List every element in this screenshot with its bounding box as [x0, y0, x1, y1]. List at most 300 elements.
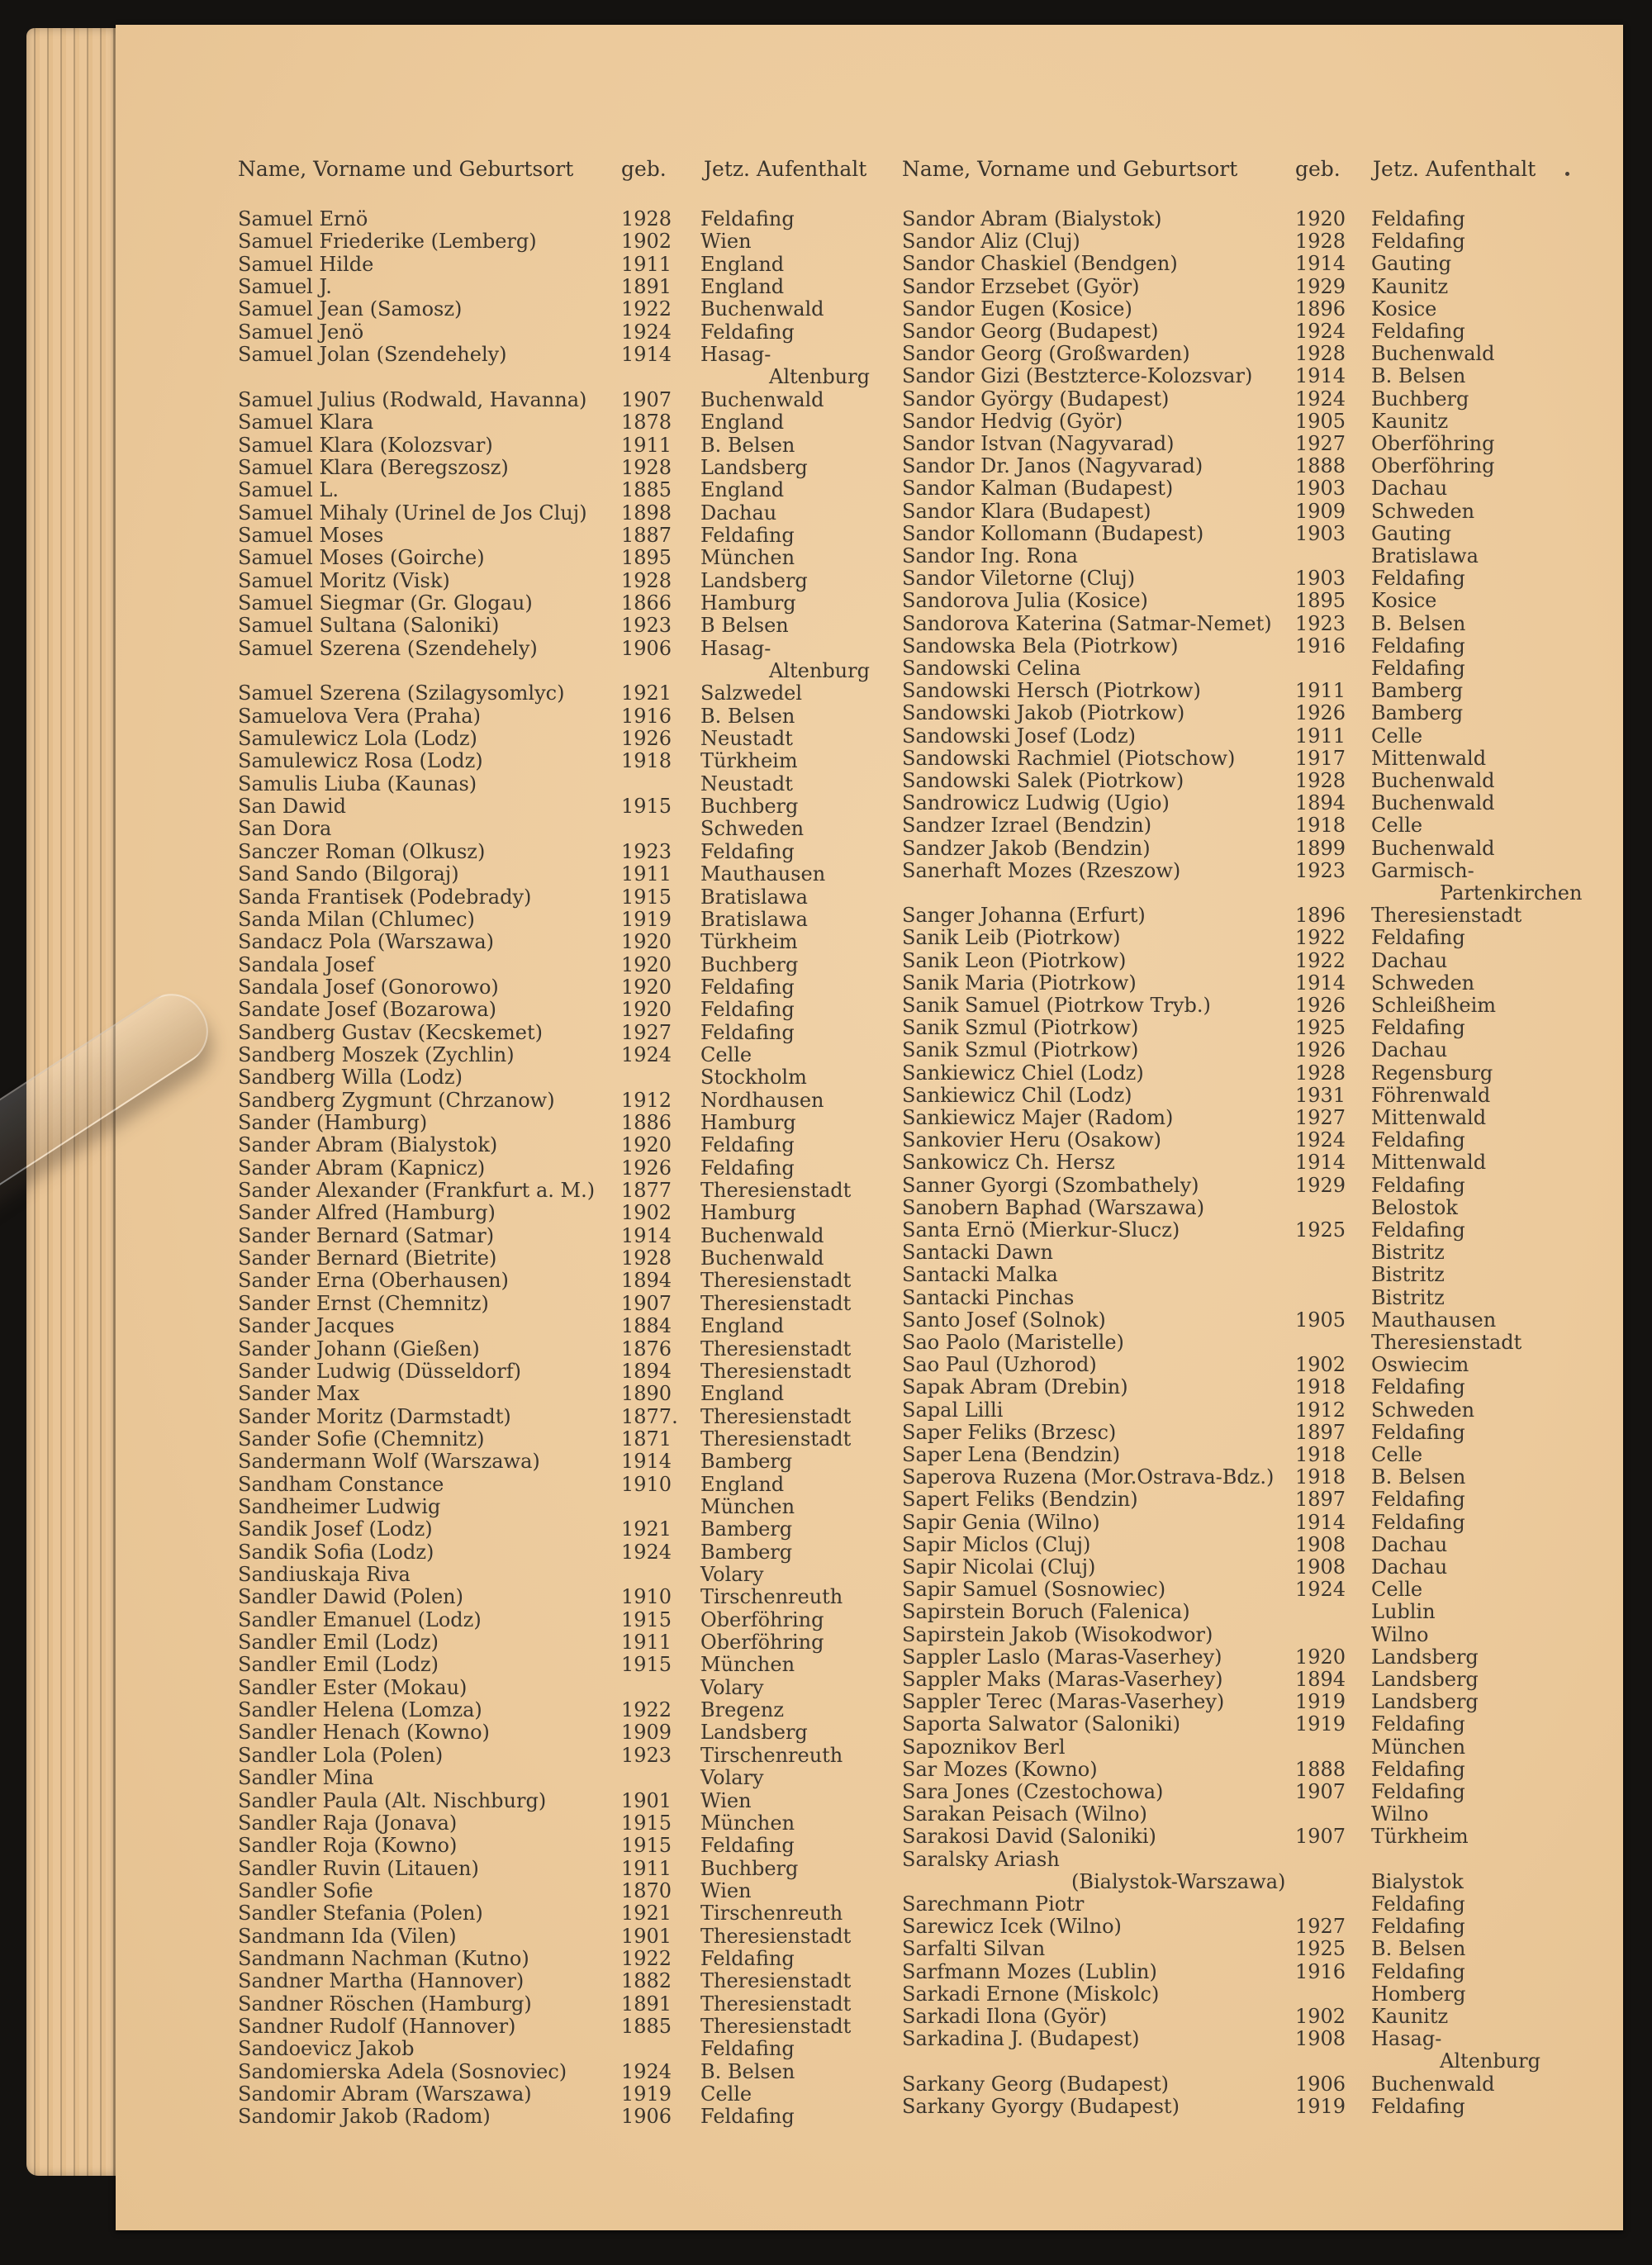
entry-location: Schweden	[1371, 971, 1475, 995]
entry-year: 1917	[1295, 746, 1346, 770]
entry-location: B. Belsen	[1371, 1937, 1466, 1961]
entry-location: B. Belsen	[700, 704, 795, 728]
entry-name: Samuel Hilde	[238, 252, 374, 276]
entry-location: Mauthausen	[1371, 1308, 1497, 1332]
entry-year: 1920	[621, 930, 672, 954]
entry-location: Neustadt	[700, 727, 793, 751]
entry-name: Sarkany Georg (Budapest)	[902, 2072, 1170, 2096]
entry-name: Saper Lena (Bendzin)	[902, 1443, 1121, 1466]
entry-name: Sandomierska Adela (Sosnoviec)	[238, 2059, 567, 2083]
entry-location: München	[700, 546, 795, 570]
entry-location: Dachau	[1371, 477, 1448, 501]
entry-location: Landsberg	[1371, 1645, 1479, 1669]
entry-year: 1910	[621, 1585, 672, 1609]
entry-year: 1911	[621, 433, 672, 457]
entry-name: Sandor Ing. Rona	[902, 544, 1078, 567]
entry-name: Saper Feliks (Brzesc)	[902, 1420, 1117, 1444]
entry-name: Sandor Aliz (Cluj)	[902, 230, 1080, 254]
entry-location: Bratislawa	[700, 885, 808, 909]
entry-name: Sander (Hamburg)	[238, 1111, 428, 1134]
entry-year: 1908	[1295, 1555, 1346, 1579]
entry-year: 1922	[1295, 948, 1346, 972]
entry-location: Buchenwald	[1371, 791, 1495, 815]
entry-year: 1896	[1295, 297, 1346, 321]
entry-location: B. Belsen	[1371, 364, 1466, 388]
entry-location: Feldafing	[700, 1156, 795, 1180]
entry-location: Hamburg	[700, 1111, 796, 1134]
entry-year: 1920	[621, 975, 672, 999]
entry-year: 1906	[1295, 2072, 1346, 2096]
entry-name: Santacki Dawn	[902, 1241, 1053, 1265]
entry-year: 1928	[621, 568, 672, 592]
entry-location: England	[700, 275, 785, 299]
entry-location: England	[700, 1382, 785, 1406]
entry-location: Feldafing	[1371, 1510, 1465, 1534]
entry-year: 1922	[1295, 926, 1346, 950]
entry-name: Sandler Henach (Kowno)	[238, 1721, 490, 1745]
entry-location: England	[700, 411, 785, 434]
entry-year: 1903	[1295, 567, 1346, 591]
entry-year: 1878	[621, 411, 672, 434]
entry-name: Sapir Miclos (Cluj)	[902, 1532, 1091, 1556]
entry-name: Sarkadi Ilona (Györ)	[902, 2005, 1108, 2028]
entry-year: 1897	[1295, 1420, 1346, 1444]
entry-location: England	[700, 478, 785, 502]
entry-location: Celle	[1371, 814, 1423, 838]
entry-name: Sandor Viletorne (Cluj)	[902, 567, 1136, 591]
entry-year: 1926	[621, 727, 672, 751]
entry-location: Celle	[1371, 1578, 1423, 1602]
entry-location: Landsberg	[700, 568, 808, 592]
entry-location: Mittenwald	[1371, 1106, 1487, 1129]
entry-location: Dachau	[700, 501, 777, 525]
entry-name: Samulewicz Rosa (Lodz)	[238, 749, 483, 773]
entry-year: 1915	[621, 1834, 672, 1858]
entry-location: Oberföhring	[700, 1631, 824, 1655]
entry-year: 1920	[621, 998, 672, 1022]
entry-location: Wilno	[1371, 1622, 1429, 1646]
entry-year: 1914	[1295, 252, 1346, 276]
entry-location: Feldafing	[700, 1946, 795, 1970]
entry-name: Sankowicz Ch. Hersz	[902, 1151, 1115, 1175]
entry-name: Sandomir Abram (Warszawa)	[238, 2082, 532, 2106]
entry-year: 1899	[1295, 836, 1346, 860]
entry-name: Samuel Sultana (Saloniki)	[238, 614, 500, 638]
entry-year: 1894	[1295, 1668, 1346, 1691]
entry-name: Sarewicz Icek (Wilno)	[902, 1915, 1122, 1939]
entry-location: Theresienstadt	[700, 1269, 852, 1293]
entry-year: 1914	[621, 1450, 672, 1474]
entry-location: Feldafing	[1371, 567, 1465, 591]
entry-location: Homberg	[1371, 1982, 1466, 2006]
entry-name: Sandner Martha (Hannover)	[238, 1969, 525, 1993]
entry-name: Sandberg Gustav (Kecskemet)	[238, 1020, 544, 1044]
entry-year: 1926	[1295, 1038, 1346, 1062]
entry-name: Sandomir Jakob (Radom)	[238, 2105, 491, 2129]
entry-name: Samuel Jenö	[238, 320, 364, 344]
entry-location: Bratislawa	[700, 907, 808, 931]
entry-name: Samuel L.	[238, 478, 339, 502]
entry-location: Theresienstadt	[700, 1359, 852, 1383]
header-location-right: Jetz. Aufenthalt	[1373, 157, 1536, 181]
entry-year: 1925	[1295, 1218, 1346, 1242]
entry-location: Bamberg	[1371, 701, 1464, 725]
entry-location: Wien	[700, 230, 752, 254]
entry-year: 1895	[1295, 589, 1346, 613]
entry-name: Sandler Dawid (Polen)	[238, 1585, 463, 1609]
entry-location: Buchberg	[1371, 387, 1469, 411]
entry-location: Föhrenwald	[1371, 1083, 1491, 1107]
entry-name: Sander Alfred (Hamburg)	[238, 1201, 496, 1225]
entry-location: Theresienstadt	[700, 2015, 852, 2038]
entry-year: 1903	[1295, 477, 1346, 501]
entry-year: 1903	[1295, 521, 1346, 545]
entry-name: Sandheimer Ludwig	[238, 1494, 441, 1518]
entry-name: Sar Mozes (Kowno)	[902, 1757, 1098, 1781]
entry-name: Sandowska Bela (Piotrkow)	[902, 634, 1179, 658]
entry-year: 1923	[1295, 611, 1346, 635]
entry-name: Sander Abram (Bialystok)	[238, 1133, 498, 1157]
entry-location: Oswiecim	[1371, 1353, 1469, 1377]
entry-year: 1902	[1295, 2005, 1346, 2028]
entry-location: Feldafing	[1371, 1128, 1465, 1152]
entry-location: Landsberg	[1371, 1690, 1479, 1714]
entry-name: Sandzer Izrael (Bendzin)	[902, 814, 1152, 838]
entry-location: England	[700, 252, 785, 276]
entry-location: B. Belsen	[700, 2059, 795, 2083]
entry-year: 1924	[1295, 387, 1346, 411]
entry-name: Samuel Ernö	[238, 207, 368, 230]
entry-name: Sander Bernard (Bietrite)	[238, 1246, 497, 1270]
entry-name: Sara Jones (Czestochowa)	[902, 1780, 1164, 1803]
entry-name: Samuel Siegmar (Gr. Glogau)	[238, 591, 533, 615]
entry-location-continuation: Altenburg	[769, 658, 870, 682]
entry-location: Feldafing	[700, 975, 795, 999]
entry-location: Feldafing	[1371, 634, 1465, 658]
entry-name: Sapirstein Jakob (Wisokodwor)	[902, 1622, 1213, 1646]
entry-year: 1918	[621, 749, 672, 773]
entry-name: Sandor Chaskiel (Bendgen)	[902, 252, 1178, 276]
entry-location: Schweden	[700, 817, 805, 841]
entry-name: Sandler Stefania (Polen)	[238, 1902, 483, 1925]
entry-name: Sander Erna (Oberhausen)	[238, 1269, 509, 1293]
entry-name: San Dora	[238, 817, 332, 841]
entry-year: 1886	[621, 1111, 672, 1134]
entry-location: Feldafing	[1371, 2094, 1465, 2118]
entry-year: 1924	[621, 2059, 672, 2083]
entry-location: Kaunitz	[1371, 274, 1449, 298]
entry-location: Dachau	[1371, 1532, 1448, 1556]
entry-year: 1919	[1295, 2094, 1346, 2118]
entry-name: Sander Moritz (Darmstadt)	[238, 1404, 511, 1428]
entry-year: 1909	[1295, 499, 1346, 523]
entry-location: Buchenwald	[1371, 769, 1495, 792]
entry-name: Sandler Raja (Jonava)	[238, 1811, 458, 1835]
header-location-left: Jetz. Aufenthalt	[704, 157, 867, 181]
entry-name: Sao Paolo (Maristelle)	[902, 1331, 1124, 1354]
entry-year: 1887	[621, 523, 672, 547]
entry-name: Sandala Josef (Gonorowo)	[238, 975, 499, 999]
entry-name: Sandor Abram (Bialystok)	[902, 207, 1162, 230]
entry-year: 1924	[621, 1042, 672, 1066]
entry-name: Sander Sofie (Chemnitz)	[238, 1427, 485, 1451]
entry-location: Hasag-	[700, 343, 771, 367]
entry-location: Nordhausen	[700, 1088, 824, 1112]
entry-year: 1915	[621, 1811, 672, 1835]
entry-year: 1921	[621, 1902, 672, 1925]
entry-location: Türkheim	[700, 749, 798, 773]
entry-location: Hasag-	[1371, 2027, 1442, 2051]
entry-location: Mittenwald	[1371, 746, 1487, 770]
entry-location: Dachau	[1371, 948, 1448, 972]
entry-name: Sandler Emil (Lodz)	[238, 1653, 439, 1677]
entry-location-continuation: Bialystok	[1371, 1869, 1464, 1893]
entry-name: Sand Sando (Bilgoraj)	[238, 862, 459, 886]
entry-name: Sandor Georg (Großwarden)	[902, 342, 1190, 366]
entry-year: 1915	[621, 1607, 672, 1631]
entry-name: Sankiewicz Chiel (Lodz)	[902, 1061, 1144, 1085]
entry-location: England	[700, 1314, 785, 1338]
entry-name: Sankovier Heru (Osakow)	[902, 1128, 1161, 1152]
entry-year: 1925	[1295, 1016, 1346, 1040]
entry-year: 1919	[621, 2082, 672, 2106]
entry-year: 1902	[621, 1201, 672, 1225]
entry-name: Sander Max	[238, 1382, 360, 1406]
entry-location-continuation: Altenburg	[1440, 2049, 1540, 2073]
entry-name: Sanda Milan (Chlumec)	[238, 907, 475, 931]
entry-location: Feldafing	[1371, 1016, 1465, 1040]
entry-location: Kosice	[1371, 297, 1437, 321]
entry-name: Sander Jacques	[238, 1314, 395, 1338]
entry-name: Sarkadina J. (Budapest)	[902, 2027, 1140, 2051]
entry-name: Sanger Johanna (Erfurt)	[902, 904, 1146, 928]
entry-name: Sapir Genia (Wilno)	[902, 1510, 1100, 1534]
entry-year: 1922	[621, 1698, 672, 1722]
entry-year: 1923	[621, 839, 672, 863]
entry-name: Sandler Emil (Lodz)	[238, 1631, 439, 1655]
entry-name: Sandler Roja (Kowno)	[238, 1834, 458, 1858]
entry-year: 1894	[621, 1269, 672, 1293]
entry-name: Samuelova Vera (Praha)	[238, 704, 481, 728]
entry-year: 1916	[1295, 634, 1346, 658]
entry-name: Sander Alexander (Frankfurt a. M.)	[238, 1179, 596, 1203]
entry-location: Wien	[700, 1788, 752, 1812]
entry-year: 1914	[1295, 364, 1346, 388]
entry-location: Theresienstadt	[700, 1337, 852, 1360]
entry-location: Landsberg	[700, 455, 808, 479]
entry-year: 1919	[1295, 1712, 1346, 1736]
entry-location: Buchenwald	[700, 1246, 824, 1270]
entry-year: 1927	[1295, 1915, 1346, 1939]
entry-name: Samuel Szerena (Szilagysomlyc)	[238, 681, 565, 705]
entry-location: Hamburg	[700, 1201, 796, 1225]
entry-year: 1902	[621, 230, 672, 254]
entry-name: Sandor Georg (Budapest)	[902, 320, 1159, 343]
entry-name: Samuel Mihaly (Urinel de Jos Cluj)	[238, 501, 587, 525]
entry-year: 1929	[1295, 1173, 1346, 1197]
entry-year: 1884	[621, 1314, 672, 1338]
entry-name: Sandowski Rachmiel (Piotschow)	[902, 746, 1236, 770]
entry-name: Sandiuskaja Riva	[238, 1563, 411, 1586]
entry-location: Celle	[1371, 1443, 1423, 1466]
entry-name: Santa Ernö (Mierkur-Slucz)	[902, 1218, 1180, 1242]
entry-name: Sanik Szmul (Piotrkow)	[902, 1016, 1139, 1040]
entry-name: Sarfmann Mozes (Lublin)	[902, 1959, 1157, 1983]
entry-location: Buchberg	[700, 795, 799, 819]
entry-year: 1920	[621, 952, 672, 976]
entry-name: Sandor Gizi (Bestzterce-Kolozsvar)	[902, 364, 1253, 388]
entry-year: 1927	[1295, 432, 1346, 455]
entry-name: Sandmann Nachman (Kutno)	[238, 1946, 529, 1970]
entry-name: Sandowski Jakob (Piotrkow)	[902, 701, 1185, 725]
entry-location: Türkheim	[700, 930, 798, 954]
entry-name: Saporta Salwator (Saloniki)	[902, 1712, 1181, 1736]
entry-name: Sandmann Ida (Vilen)	[238, 1924, 457, 1948]
entry-name: Sandler Mina	[238, 1766, 374, 1790]
entry-name: Sandowski Celina	[902, 657, 1081, 680]
entry-location: Bistritz	[1371, 1285, 1445, 1309]
entry-year: 1918	[1295, 814, 1346, 838]
entry-location: Theresienstadt	[1371, 1331, 1522, 1354]
entry-name: Santo Josef (Solnok)	[902, 1308, 1106, 1332]
entry-year: 1929	[1295, 274, 1346, 298]
entry-location: Bamberg	[700, 1540, 793, 1564]
entry-location: England	[700, 1472, 785, 1496]
entry-location: Türkheim	[1371, 1825, 1469, 1849]
entry-location: Kaunitz	[1371, 409, 1449, 433]
entry-location: Landsberg	[700, 1721, 808, 1745]
entry-year: 1911	[621, 1631, 672, 1655]
entry-location: Bamberg	[700, 1450, 793, 1474]
entry-location: Celle	[700, 1042, 752, 1066]
entry-location: Feldafing	[700, 1834, 795, 1858]
entry-year: 1919	[621, 907, 672, 931]
entry-location: Volary	[700, 1766, 764, 1790]
entry-name: Sanda Frantisek (Podebrady)	[238, 885, 532, 909]
entry-year: 1910	[621, 1472, 672, 1496]
entry-name: Samuel Klara (Kolozsvar)	[238, 433, 493, 457]
entry-name: Samuel Klara (Beregszosz)	[238, 455, 509, 479]
entry-name: Sandner Rudolf (Hannover)	[238, 2015, 516, 2038]
entry-name: Sanobern Baphad (Warszawa)	[902, 1195, 1205, 1219]
entry-name: Sanik Samuel (Piotrkow Tryb.)	[902, 994, 1211, 1017]
entry-year: 1876	[621, 1337, 672, 1360]
entry-location: Feldafing	[700, 320, 795, 344]
entry-year: 1871	[621, 1427, 672, 1451]
entry-year: 1920	[1295, 207, 1346, 230]
entry-location: Theresienstadt	[700, 1992, 852, 2016]
entry-year: 1907	[1295, 1825, 1346, 1849]
entry-year: 1928	[621, 455, 672, 479]
entry-location: Stockholm	[700, 1066, 807, 1090]
entry-location: Feldafing	[1371, 1712, 1465, 1736]
entry-location: B. Belsen	[700, 433, 795, 457]
entry-location: Gauting	[1371, 252, 1452, 276]
entry-year: 1915	[621, 885, 672, 909]
entry-name: Sandala Josef	[238, 952, 374, 976]
entry-year: 1924	[1295, 1578, 1346, 1602]
entry-location: Bamberg	[700, 1517, 793, 1541]
entry-location: Hamburg	[700, 591, 796, 615]
entry-year: 1907	[621, 387, 672, 411]
entry-year: 1925	[1295, 1937, 1346, 1961]
entry-name: Samuel Jolan (Szendehely)	[238, 343, 507, 367]
entry-year: 1920	[1295, 1645, 1346, 1669]
entry-location: Buchberg	[700, 1856, 799, 1880]
entry-location: Feldafing	[1371, 657, 1465, 680]
entry-location: Theresienstadt	[700, 1427, 852, 1451]
entry-year: 1921	[621, 1517, 672, 1541]
entry-year: 1926	[1295, 994, 1346, 1017]
entry-year: 1894	[621, 1359, 672, 1383]
entry-year: 1894	[1295, 791, 1346, 815]
entry-name: Samuel Moritz (Visk)	[238, 568, 450, 592]
entry-location: Bistritz	[1371, 1263, 1445, 1287]
entry-name: Sander Ludwig (Düsseldorf)	[238, 1359, 521, 1383]
entry-location: Buchenwald	[700, 387, 824, 411]
entry-location: Feldafing	[1371, 207, 1465, 230]
entry-year: 1922	[621, 297, 672, 321]
entry-year: 1911	[621, 1856, 672, 1880]
entry-year: 1924	[1295, 1128, 1346, 1152]
entry-name: Sandler Paula (Alt. Nischburg)	[238, 1788, 547, 1812]
entry-location: Feldafing	[1371, 1375, 1465, 1399]
entry-location: Dachau	[1371, 1038, 1448, 1062]
entry-year: 1897	[1295, 1488, 1346, 1512]
entry-location: München	[700, 1653, 795, 1677]
entry-location: Feldafing	[700, 839, 795, 863]
entry-name: Sanik Szmul (Piotrkow)	[902, 1038, 1139, 1062]
entry-year: 1914	[1295, 1510, 1346, 1534]
entry-year: 1914	[1295, 1151, 1346, 1175]
entry-location: Schleißheim	[1371, 994, 1497, 1017]
entry-location: Hasag-	[700, 636, 771, 660]
entry-name: Sapoznikov Berl	[902, 1735, 1066, 1759]
entry-name: Sapak Abram (Drebin)	[902, 1375, 1128, 1399]
entry-location: B. Belsen	[1371, 1465, 1466, 1489]
entry-location: Regensburg	[1371, 1061, 1493, 1085]
entry-year: 1928	[1295, 342, 1346, 366]
entry-year: 1909	[621, 1721, 672, 1745]
entry-year: 1922	[621, 1946, 672, 1970]
entry-location: Salzwedel	[700, 681, 803, 705]
entry-name: Sarkadi Ernone (Miskolc)	[902, 1982, 1160, 2006]
entry-location: Feldafing	[700, 207, 795, 230]
entry-name: Sandner Röschen (Hamburg)	[238, 1992, 532, 2016]
right-column	[116, 25, 1623, 2230]
entry-year: 1901	[621, 1924, 672, 1948]
entry-location: München	[1371, 1735, 1466, 1759]
entry-name: Samulewicz Lola (Lodz)	[238, 727, 477, 751]
entry-name: Sao Paul (Uzhorod)	[902, 1353, 1097, 1377]
entry-name: Sandik Josef (Lodz)	[238, 1517, 433, 1541]
entry-name: Sandler Ruvin (Litauen)	[238, 1856, 479, 1880]
entry-name: Sandler Helena (Lomza)	[238, 1698, 482, 1722]
entry-name: Sanner Gyorgi (Szombathely)	[902, 1173, 1199, 1197]
entry-year: 1923	[1295, 858, 1346, 882]
entry-year: 1877	[621, 1179, 672, 1203]
entry-year: 1927	[1295, 1106, 1346, 1129]
entry-year: 1926	[621, 1156, 672, 1180]
entry-location-continuation: Altenburg	[769, 365, 870, 389]
entry-name: Sandberg Willa (Lodz)	[238, 1066, 463, 1090]
entry-name: Sandberg Zygmunt (Chrzanow)	[238, 1088, 555, 1112]
entry-location: Theresienstadt	[700, 1404, 852, 1428]
entry-location: B Belsen	[700, 614, 789, 638]
entry-year: 1912	[621, 1088, 672, 1112]
entry-name: Sandowski Hersch (Piotrkow)	[902, 679, 1201, 703]
entry-location: Theresienstadt	[700, 1969, 852, 1993]
